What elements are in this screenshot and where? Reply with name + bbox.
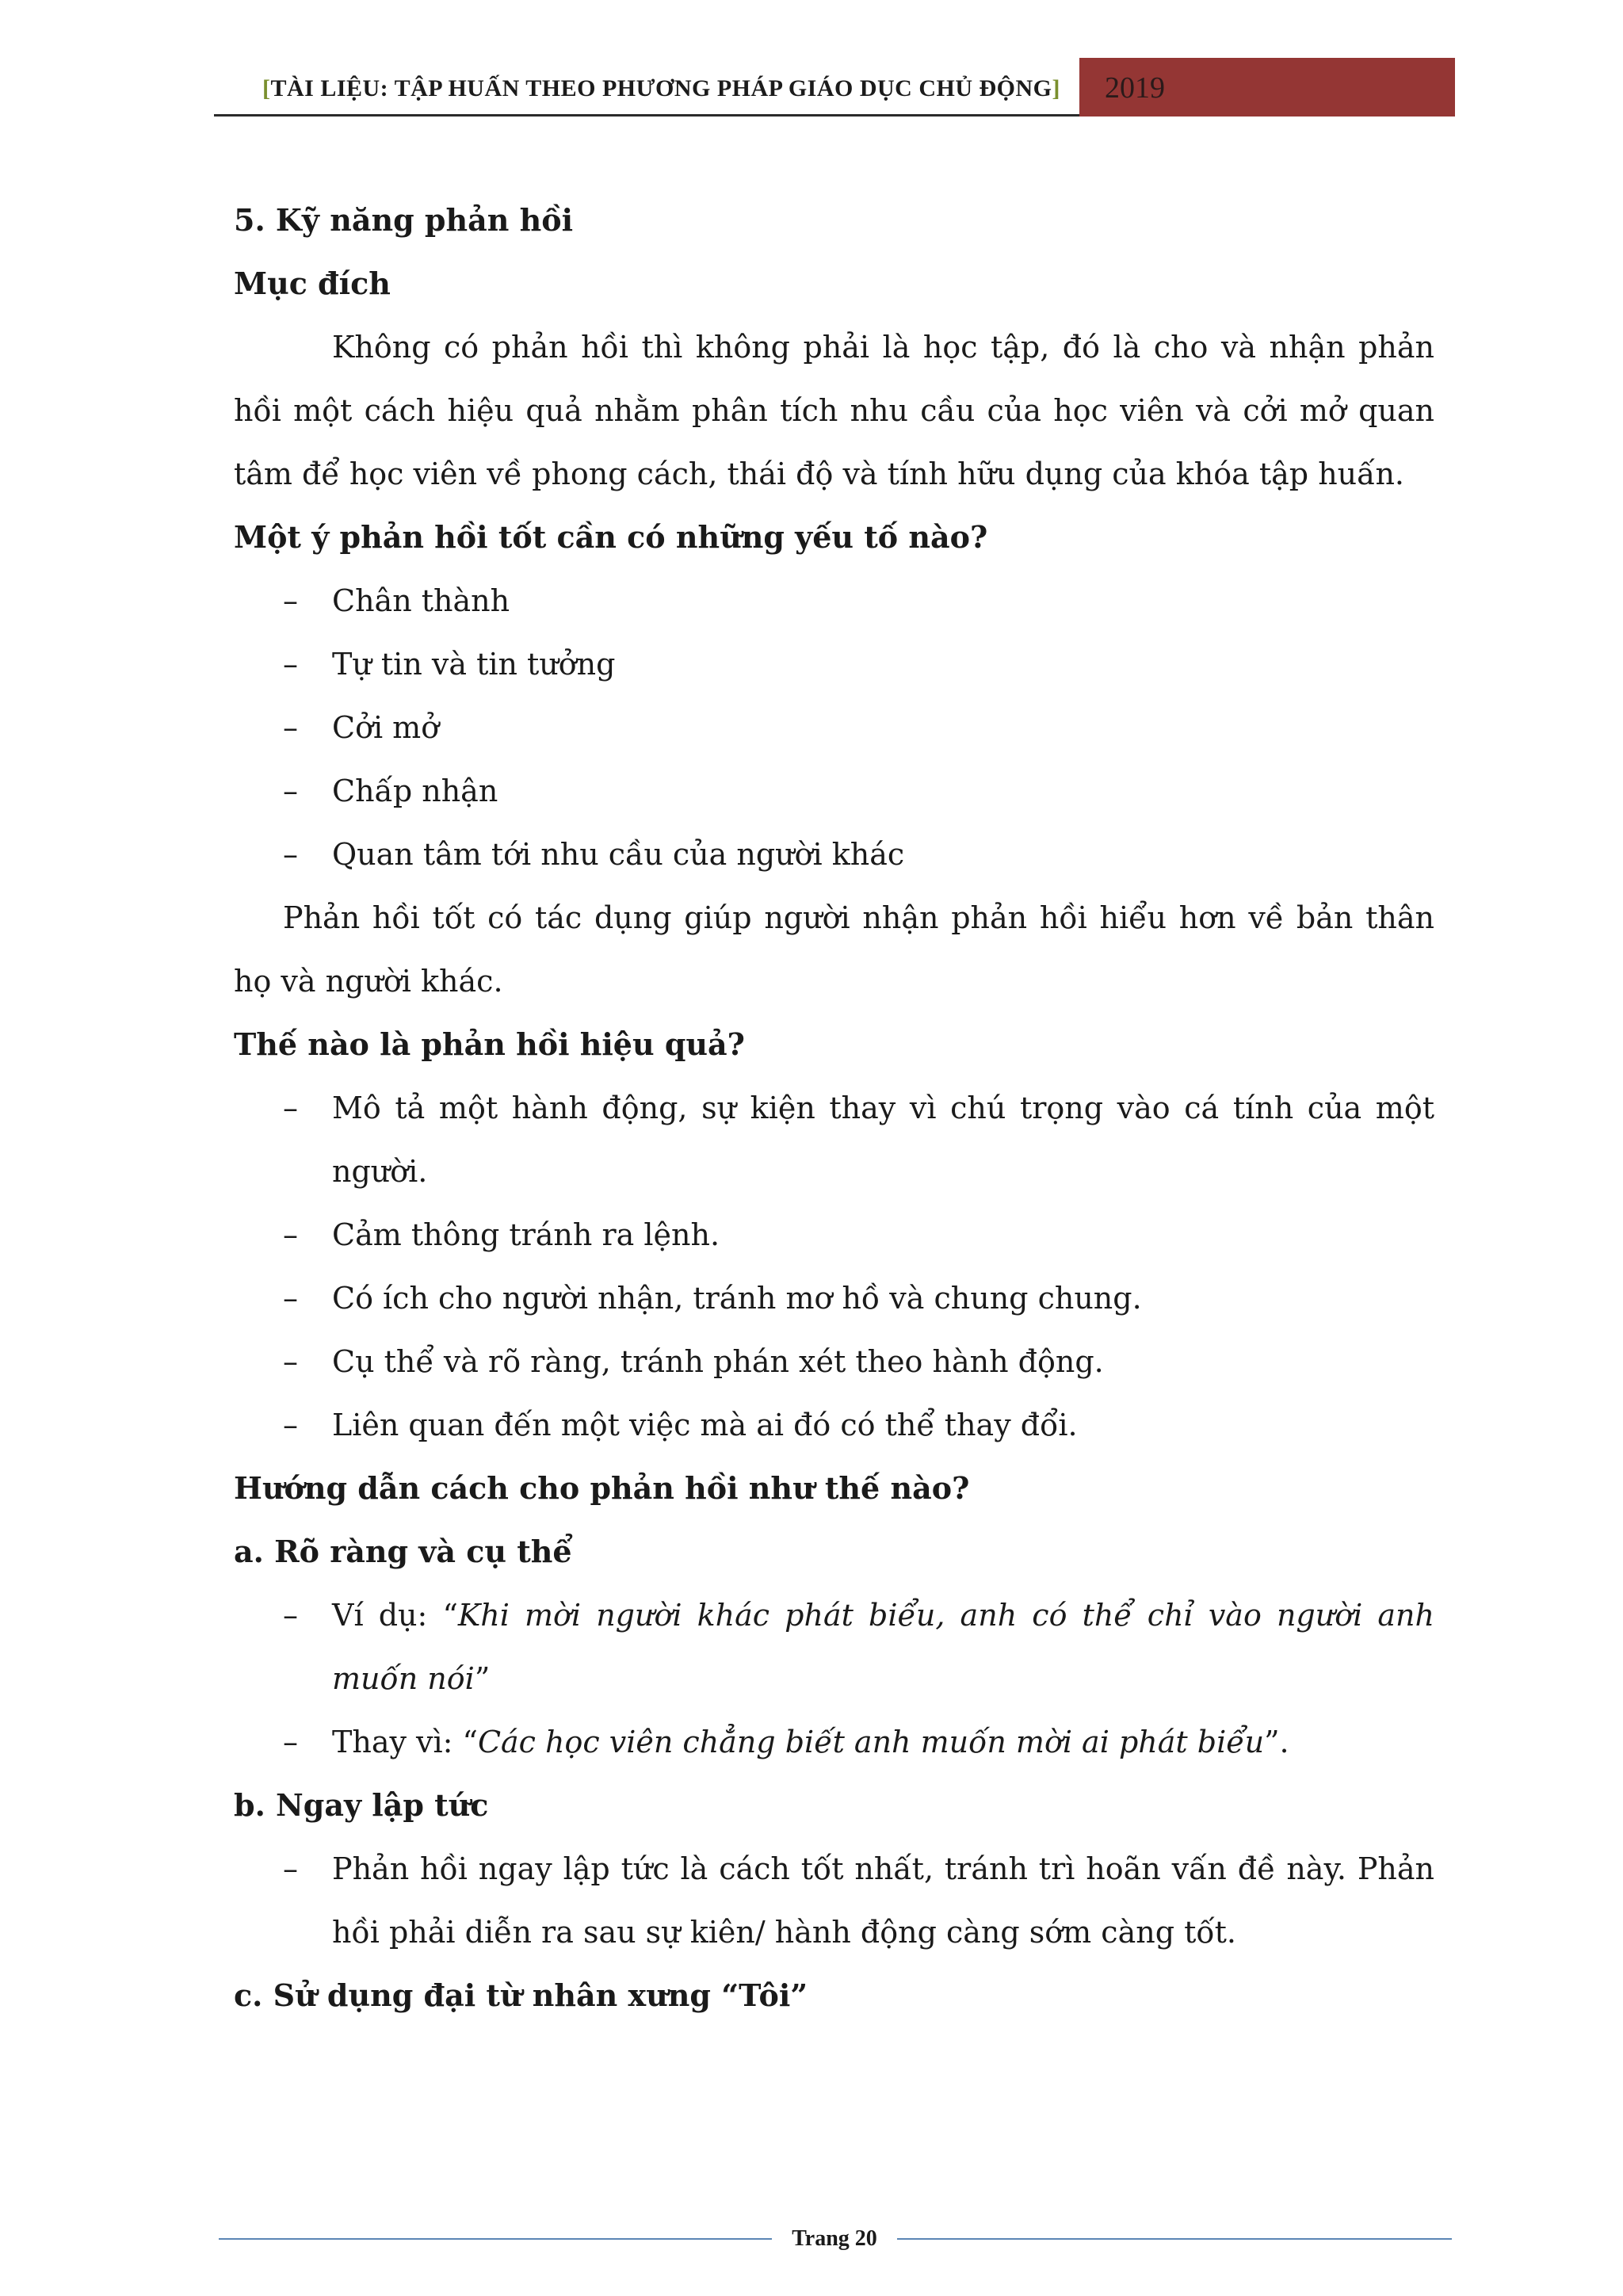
dash-bullet: –: [283, 583, 298, 618]
list-item-text: Chấp nhận: [332, 774, 498, 808]
example-prefix: Ví dụ: “: [332, 1598, 458, 1633]
instead-quote: Các học viên chẳng biết anh muốn mời ai phát biểu: [477, 1725, 1265, 1759]
list-item-text: Chân thành: [332, 583, 510, 618]
instead-item: [234, 1710, 1434, 1774]
page-header: [214, 58, 1455, 118]
good-feedback-conclusion: Phản hồi tốt có tác dụng giúp người nhận phản hồi hiểu hơn về bản thân họ và người khác.: [234, 900, 1434, 999]
dash-bullet: –: [283, 1725, 298, 1759]
list-item-text: Mô tả một hành động, sự kiện thay vì chú trọng vào cá tính của một người.: [332, 1091, 1434, 1189]
page-number: Trang 20: [792, 2226, 877, 2251]
header-bracket-open: [: [262, 75, 271, 101]
list-item-text: Cụ thể và rõ ràng, tránh phán xét theo hành động.: [332, 1344, 1104, 1379]
list-item: [234, 1393, 1434, 1457]
dash-bullet: –: [283, 1217, 298, 1252]
effective-feedback-list: [234, 1076, 1434, 1457]
footer-rule-right: [897, 2238, 1452, 2240]
example-quote: Khi mời người khác phát biểu, anh có thể chỉ vào người anh muốn nói: [332, 1598, 1434, 1696]
dash-bullet: –: [283, 1091, 298, 1125]
page-footer: [219, 2224, 1452, 2256]
list-item: [234, 632, 1434, 696]
list-item: [234, 823, 1434, 886]
header-year: 2019: [1105, 71, 1165, 105]
list-item-text: Cởi mở: [332, 710, 440, 745]
question-good-feedback: Một ý phản hồi tốt cần có những yếu tố nào?: [234, 519, 988, 555]
list-item: [234, 1203, 1434, 1266]
purpose-heading: Mục đích: [234, 266, 391, 301]
dash-bullet: –: [283, 774, 298, 808]
list-item: [234, 1076, 1434, 1203]
good-feedback-list: [234, 569, 1434, 886]
page-body: [234, 189, 1434, 2027]
header-title-bar: [214, 58, 1079, 117]
subheading-clear-specific: a. Rõ ràng và cụ thể: [234, 1534, 572, 1569]
instead-suffix: ”.: [1264, 1725, 1289, 1759]
dash-bullet: –: [283, 1281, 298, 1316]
list-item-text: Liên quan đến một việc mà ai đó có thể thay đổi.: [332, 1408, 1078, 1442]
footer-rule-left: [219, 2238, 772, 2240]
subheading-use-i-pronoun: c. Sử dụng đại từ nhân xưng “Tôi”: [234, 1977, 808, 2013]
list-item: [234, 696, 1434, 759]
dash-bullet: –: [283, 1408, 298, 1442]
dash-bullet: –: [283, 1851, 298, 1886]
purpose-paragraph: Không có phản hồi thì không phải là học tập, đó là cho và nhận phản hồi một cách hiệu quả nhằm phân tích nhu cầu của học viên và cởi mở quan tâm để học viên về phong cách, thái độ và tính hữu dụng của khóa tập huấn.: [234, 330, 1434, 491]
list-item-text: Quan tâm tới nhu cầu của người khác: [332, 837, 905, 872]
instead-prefix: Thay vì: “: [332, 1725, 478, 1759]
dash-bullet: –: [283, 1598, 298, 1633]
list-item: [234, 569, 1434, 632]
dash-bullet: –: [283, 647, 298, 682]
list-item: [234, 1330, 1434, 1393]
example-item: [234, 1584, 1434, 1710]
list-item: [234, 1837, 1434, 1964]
document-title: TÀI LIỆU: TẬP HUẤN THEO PHƯƠNG PHÁP GIÁO DỤC CHỦ ĐỘNG: [270, 75, 1052, 101]
subheading-immediately: b. Ngay lập tức: [234, 1787, 489, 1823]
header-year-badge: [1079, 58, 1455, 117]
question-effective-feedback: Thế nào là phản hồi hiệu quả?: [234, 1026, 745, 1062]
dash-bullet: –: [283, 710, 298, 745]
dash-bullet: –: [283, 837, 298, 872]
list-item: [234, 759, 1434, 823]
list-item: [234, 1266, 1434, 1330]
list-item-text: Tự tin và tin tưởng: [332, 647, 616, 682]
list-item-text: Phản hồi ngay lập tức là cách tốt nhất, tránh trì hoãn vấn đề này. Phản hồi phải diễn ra sau sự kiên/ hành động càng sớm càng tốt.: [332, 1851, 1434, 1950]
list-item-text: Có ích cho người nhận, tránh mơ hồ và chung chung.: [332, 1281, 1142, 1316]
section-heading: 5. Kỹ năng phản hồi: [234, 202, 574, 238]
question-how-to-give: Hướng dẫn cách cho phản hồi như thế nào?: [234, 1470, 970, 1506]
example-suffix: ”: [474, 1661, 491, 1696]
list-item-text: Cảm thông tránh ra lệnh.: [332, 1217, 720, 1252]
header-bracket-close: ]: [1052, 75, 1060, 101]
dash-bullet: –: [283, 1344, 298, 1379]
